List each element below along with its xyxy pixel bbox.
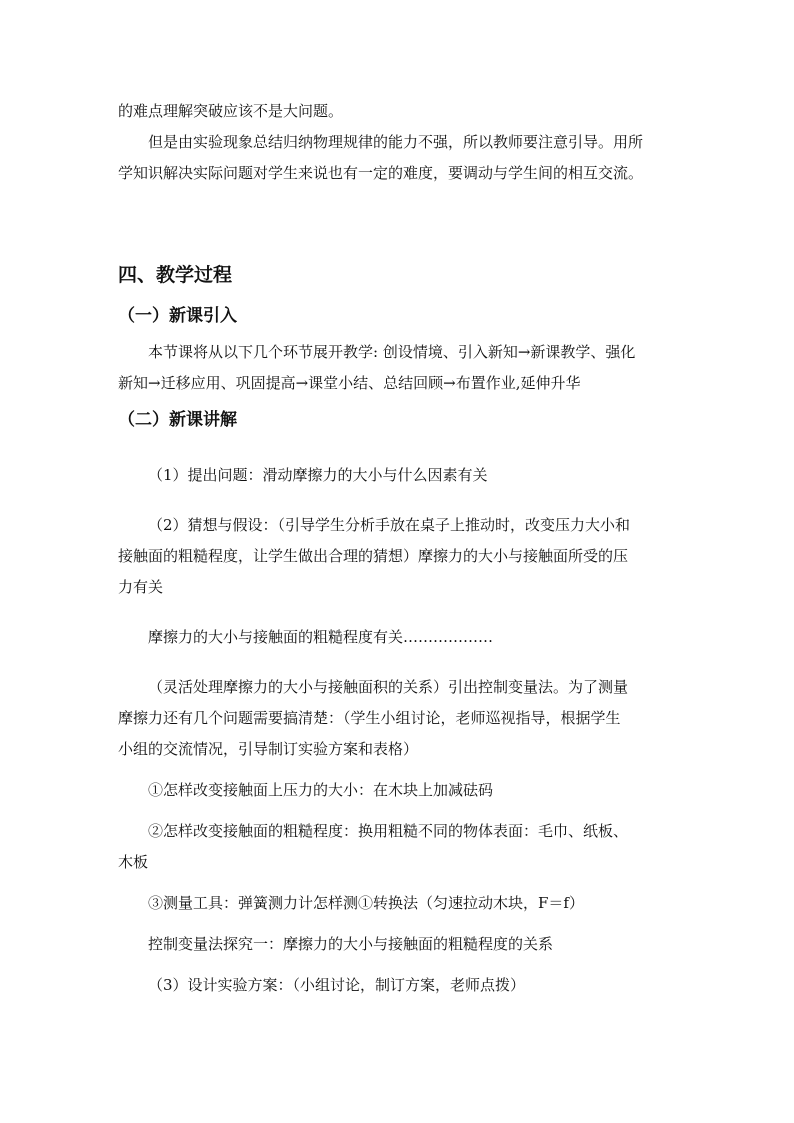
- text-line: 的难点理解突破应该不是大问题。: [118, 102, 344, 120]
- text-line: 接触面的粗糙程度，让学生做出合理的猜想）摩擦力的大小与接触面所受的压: [118, 547, 629, 565]
- text-line: 学知识解决实际问题对学生来说也有一定的难度，要调动与学生间的相互交流。: [118, 164, 644, 182]
- text-line: （灵活处理摩擦力的大小与接触面积的关系）引出控制变量法。为了测量: [148, 678, 629, 696]
- text-line: 小组的交流情况，引导制订实验方案和表格）: [118, 740, 419, 758]
- text-line: ①怎样改变接触面上压力的大小：在木块上加减砝码: [148, 781, 494, 799]
- text-line: 但是由实验现象总结归纳物理规律的能力不强，所以教师要注意引导。用所: [148, 133, 644, 151]
- text-line: 摩擦力的大小与接触面的粗糙程度有关………………: [148, 628, 494, 646]
- text-line: （3）设计实验方案：（小组讨论，制订方案，老师点拨）: [148, 976, 526, 994]
- text-line: ③测量工具：弹簧测力计怎样测①转换法（匀速拉动木块，F＝f）: [148, 894, 584, 912]
- text-line: ②怎样改变接触面的粗糙程度：换用粗糙不同的物体表面：毛巾、纸板、: [148, 822, 629, 840]
- text-line: 新知→迁移应用、巩固提高→课堂小结、总结回顾→布置作业,延伸升华: [118, 374, 581, 392]
- text-line: 摩擦力还有几个问题需要搞清楚：（学生小组讨论，老师巡视指导，根据学生: [118, 709, 621, 727]
- text-line: 木板: [118, 853, 149, 871]
- text-line: （1）提出问题：滑动摩擦力的大小与什么因素有关: [148, 466, 488, 484]
- text-line: 控制变量法探究一：摩擦力的大小与接触面的粗糙程度的关系: [148, 935, 554, 953]
- subsection-heading: （一）新课引入: [118, 306, 237, 326]
- section-heading: 四、教学过程: [118, 264, 233, 286]
- text-line: 力有关: [118, 578, 164, 596]
- subsection-heading: （二）新课讲解: [118, 410, 237, 430]
- text-line: （2）猜想与假设：（引导学生分析手放在桌子上推动时，改变压力大小和: [148, 516, 631, 534]
- text-line: 本节课将从以下几个环节展开教学: 创设情境、引入新知→新课教学、强化: [148, 343, 636, 361]
